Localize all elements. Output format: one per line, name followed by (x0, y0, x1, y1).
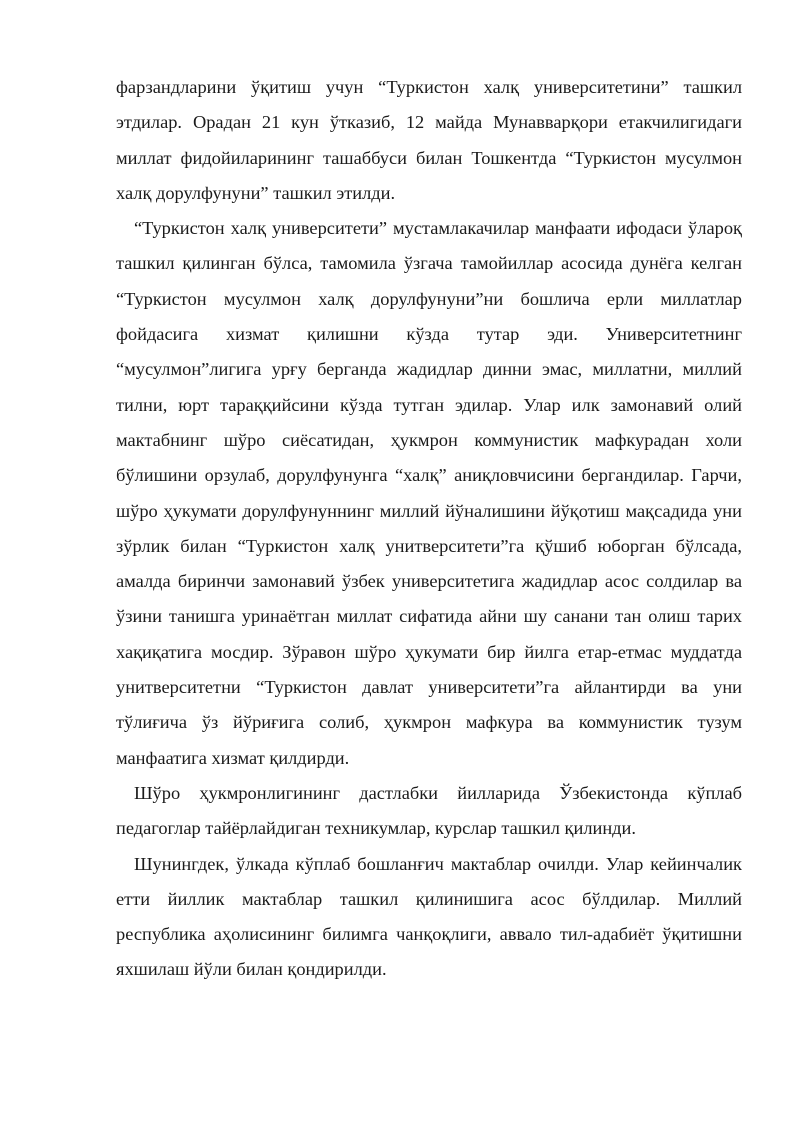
paragraph-3: Шўро ҳукмронлигининг дастлабки йилларида Ўзбекистонда кўплаб педагоглар тайёрлайдиган техникумлар, курслар ташкил қилинди. (116, 782, 742, 839)
document-page (116, 70, 742, 988)
paragraph-4: Шунингдек, ўлкада кўплаб бошланғич мактаблар очилди. Улар кейинчалик етти йиллик мактаблар ташкил қилинишига асос бўлдилар. Миллий республика аҳолисининг билимга чанқоқлиги, аввало тил-адабиёт ўқитишни яхшилаш йўли билан қондирилди. (116, 853, 742, 980)
paragraph-1: фарзандларини ўқитиш учун “Туркистон халқ университетини” ташкил этдилар. Орадан 21 кун ўтказиб, 12 майда Мунавварқори етакчилигидаги миллат фидойиларининг ташаббуси билан Тошкентда “Туркистон мусулмон халқ дорулфунуни” ташкил этилди. (116, 77, 742, 203)
paragraph-2: “Туркистон халқ университети” мустамлакачилар манфаати ифодаси ўлароқ ташкил қилинган бўлса, тамомила ўзгача тамойиллар асосида дунёга келган “Туркистон мусулмон халқ дорулфунуни”ни бошлича ерли миллатлар фойдасига хизмат қилишни кўзда тутар эди. Университетнинг “мусулмон”лигига урғу берганда жадидлар динни эмас, миллатни, миллий тилни, юрт тараққийсини кўзда тутган эдилар. Улар илк замонавий олий мактабнинг шўро сиёсатидан, ҳукмрон коммунистик мафкурадан холи бўлишини орзулаб, дорулфунунга “халқ” аниқловчисини бергандилар. Гарчи, шўро ҳукумати дорулфунуннинг миллий йўналишини йўқотиш мақсадида уни зўрлик билан “Туркистон халқ унитверситети”га қўшиб юборган бўлсада, амалда биринчи замонавий ўзбек университетига жадидлар асос солдилар ва ўзини танишга уринаётган миллат сифатида айни шу санани тан олиш тарих хақиқатига мосдир. Зўравон шўро ҳукумати бир йилга етар-етмас муддатда унитверситетни “Туркистон давлат университети”га айлантирди ва уни тўлиғича ўз йўриғига солиб, ҳукмрон мафкура ва коммунистик тузум манфаатига хизмат қилдирди. (116, 218, 742, 768)
